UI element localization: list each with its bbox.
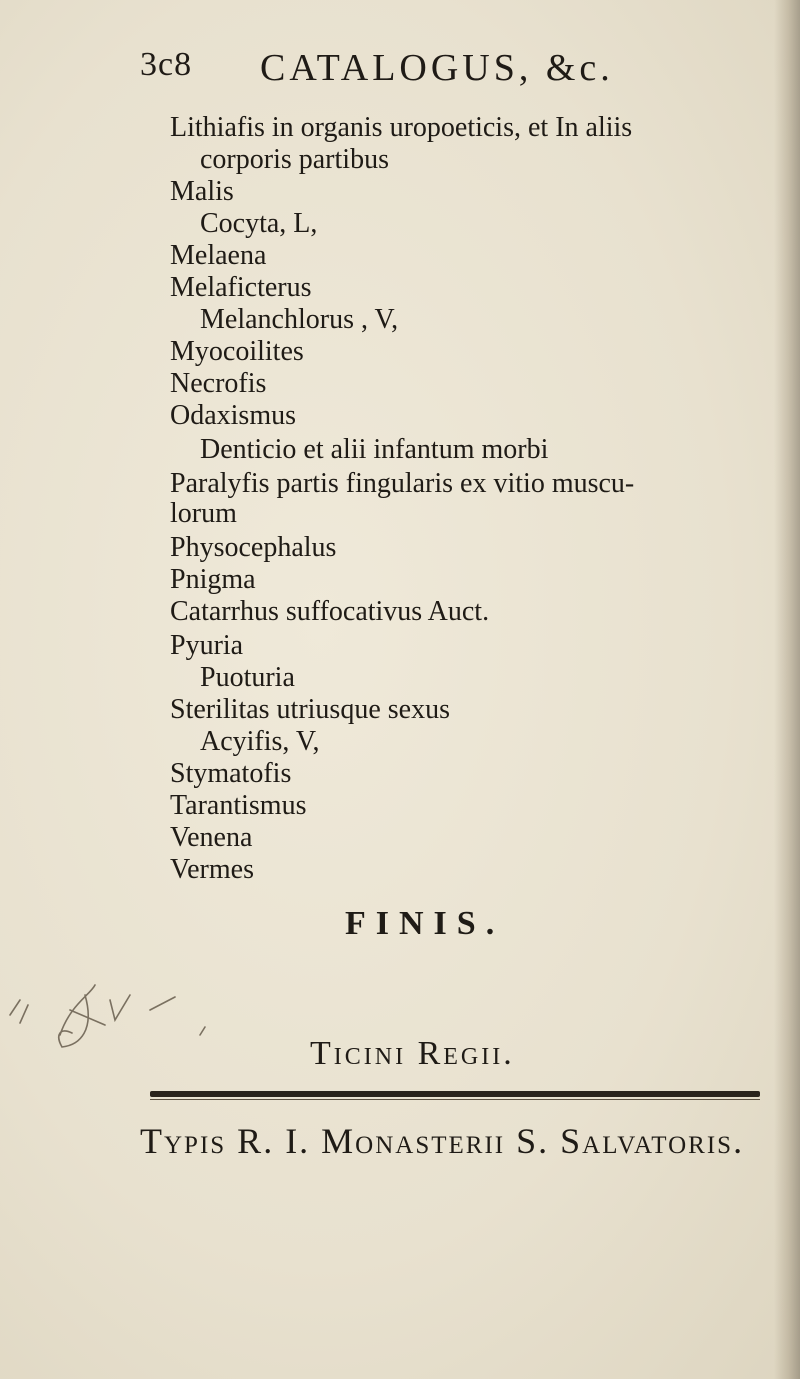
- divider-rule-thin: [150, 1099, 760, 1100]
- divider-rule: [150, 1091, 760, 1097]
- list-item: Catarrhus suffocativus Auct.: [170, 596, 490, 627]
- list-item: lorum: [170, 498, 237, 529]
- page-edge-shadow: [774, 0, 800, 1379]
- list-item: Odaxismus: [170, 400, 296, 431]
- list-item: Necrofis: [170, 368, 267, 399]
- list-item: Physocephalus: [170, 532, 337, 563]
- list-item: Venena: [170, 822, 253, 853]
- list-item: Paralyfis partis fingularis ex vitio muscu-: [170, 468, 635, 499]
- list-item: Melafiсterus: [170, 272, 312, 303]
- list-item: Puoturia: [200, 662, 295, 693]
- list-item: Stymatofis: [170, 758, 292, 789]
- list-item: Melanchlorus , V,: [200, 304, 399, 335]
- list-item: Sterilitas utriusque sexus: [170, 694, 450, 725]
- list-item: Cocyta, L,: [200, 208, 318, 239]
- list-item: Vermes: [170, 854, 254, 885]
- imprint-footer: Typis R. I. Monasterii S. Salvatoris.: [140, 1121, 745, 1161]
- list-item: Pnigma: [170, 564, 256, 595]
- page-title: CATALOGUS, &c.: [260, 47, 614, 89]
- list-item: corporis partibus: [200, 144, 389, 175]
- page-number: 3c8: [140, 46, 193, 83]
- list-item: Pyuria: [170, 630, 244, 661]
- finis-mark: FINIS.: [345, 905, 505, 942]
- list-item: Denticio et alii infantum morbi: [200, 434, 549, 465]
- running-header: [140, 46, 660, 98]
- list-item: Myocoilites: [170, 336, 304, 367]
- list-item: Lithiafis in organis uropoeticis, et In aliis: [170, 112, 633, 143]
- pen-scribble: [0, 975, 260, 1065]
- list-item: Melaena: [170, 240, 267, 271]
- list-item: Acyifis, V,: [200, 726, 320, 757]
- list-item: Tarantismus: [170, 790, 307, 821]
- printer-place: Ticini Regii.: [310, 1035, 515, 1072]
- list-item: Malis: [170, 176, 234, 207]
